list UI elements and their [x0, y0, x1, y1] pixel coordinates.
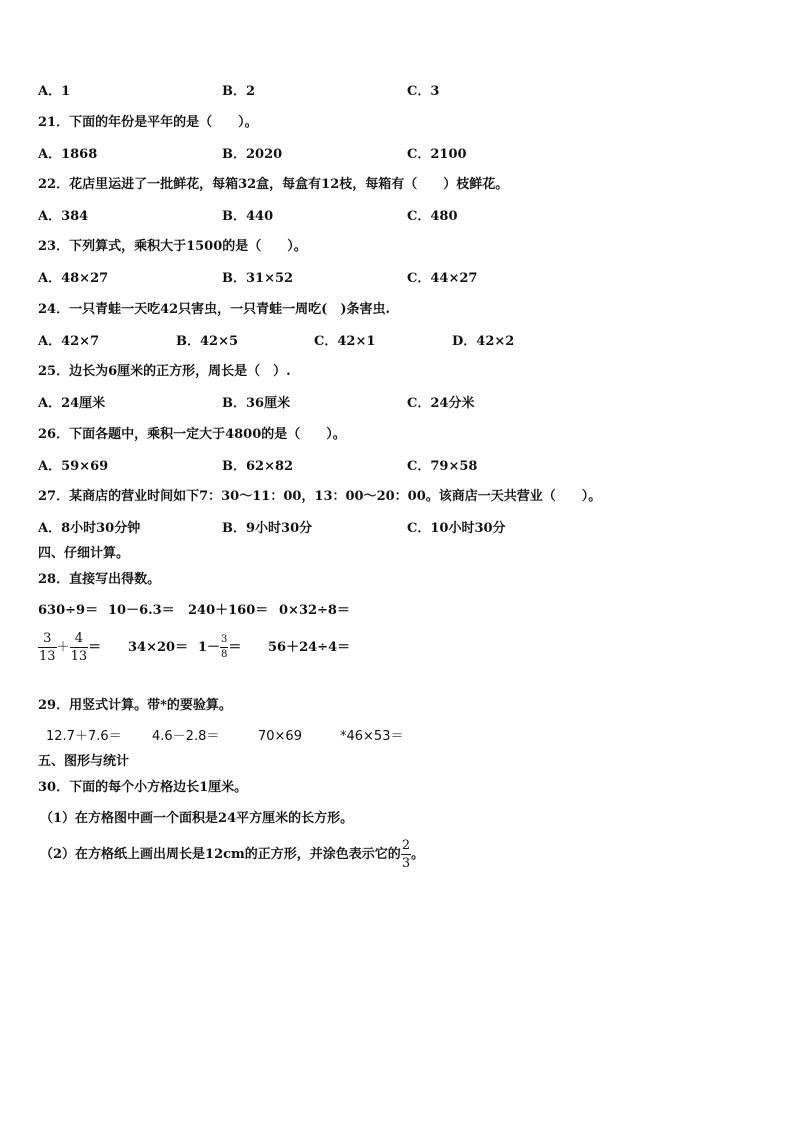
fraction-bar — [401, 854, 411, 855]
plus-sign: ＋ — [56, 640, 70, 655]
q22-option-b: B．440 — [222, 209, 274, 224]
q30-part-2-text: （2）在方格纸上画出周长是12cm的正方形，并涂色表示它的 — [40, 847, 401, 862]
q21-option-c: C．2100 — [407, 147, 467, 162]
q22-option-c: C．480 — [407, 209, 458, 224]
numerator: 2 — [401, 838, 411, 853]
q22-option-a: A．384 — [38, 209, 89, 224]
numerator: 3 — [221, 634, 228, 645]
fraction-3-13 — [38, 632, 57, 663]
q28-one-minus — [198, 628, 241, 668]
q23-question: 23．下列算式，乘积大于1500的是（ ）。 — [38, 239, 307, 254]
section-4-heading: 四、仔细计算。 — [38, 546, 130, 561]
q25-question: 25．边长为6厘米的正方形，周长是（ ）. — [38, 364, 291, 379]
denominator: 13 — [39, 649, 56, 664]
q29-calc-3: 70×69 — [258, 729, 302, 744]
q24-option-b: B．42×5 — [176, 334, 239, 349]
numerator: 3 — [43, 631, 52, 646]
q21-option-a: A．1868 — [38, 147, 98, 162]
denominator: 3 — [401, 856, 411, 871]
q24-option-a: A．42×7 — [38, 334, 100, 349]
q27-option-a: A．8小时30分钟 — [38, 521, 141, 536]
q22-question: 22．花店里运进了一批鲜花，每箱32盒，每盒有12枝，每箱有（ ）枝鲜花。 — [38, 177, 509, 192]
q26-option-a: A．59×69 — [38, 459, 109, 474]
equals-sign: ＝ — [88, 640, 102, 655]
q28-calc-1: 630÷9＝ — [38, 603, 99, 618]
q29-question: 29．用竖式计算。带*的要验算。 — [38, 698, 232, 713]
q29-calc-2: 4.6－2.8＝ — [152, 729, 220, 744]
q23-option-b: B．31×52 — [222, 271, 294, 286]
q30-part-2 — [40, 835, 424, 875]
equals-sign: ＝ — [228, 640, 242, 655]
q23-option-c: C．44×27 — [407, 271, 478, 286]
q21-question: 21．下面的年份是平年的是（ ）。 — [38, 115, 258, 130]
q28-calc-6: 34×20＝ — [128, 640, 189, 655]
denominator: 8 — [221, 649, 228, 660]
q20-option-c: C．3 — [407, 84, 440, 99]
q21-option-b: B．2020 — [222, 147, 283, 162]
q27-question: 27．某商店的营业时间如下7：30～11：00，13：00～20：00。该商店一天共营业（ ）。 — [38, 489, 602, 504]
q28-calc-4: 0×32÷8＝ — [279, 603, 350, 618]
q30-part-1: （1）在方格图中画一个面积是24平方厘米的长方形。 — [40, 811, 354, 826]
q26-option-c: C．79×58 — [407, 459, 478, 474]
q28-calc-8: 56＋24÷4＝ — [268, 640, 351, 655]
fraction-bar — [70, 647, 89, 648]
q25-option-b: B．36厘米 — [222, 396, 291, 411]
q24-question: 24．一只青蛙一天吃42只害虫，一只青蛙一周吃( )条害虫. — [38, 302, 391, 317]
q23-option-a: A．48×27 — [38, 271, 109, 286]
q25-option-c: C．24分米 — [407, 396, 475, 411]
q20-option-a: A．1 — [38, 84, 71, 99]
denominator: 13 — [70, 649, 88, 664]
section-5-heading: 五、图形与统计 — [38, 754, 130, 769]
q27-option-b: B．9小时30分 — [222, 521, 313, 536]
q28-fraction-sum — [38, 628, 101, 668]
q30-question: 30．下面的每个小方格边长1厘米。 — [38, 780, 248, 795]
period: 。 — [411, 847, 425, 862]
fraction-4-13 — [70, 632, 89, 663]
q28-calc-3: 240＋160＝ — [188, 603, 269, 618]
q28-calc-2: 10－6.3＝ — [108, 603, 175, 618]
fraction-bar — [38, 647, 57, 648]
q28-question: 28．直接写出得数。 — [38, 572, 161, 587]
fraction-2-3 — [401, 839, 411, 870]
q26-question: 26．下面各题中，乘积一定大于4800的是（ ）。 — [38, 427, 346, 442]
q24-option-c: C．42×1 — [314, 334, 376, 349]
numerator: 4 — [74, 631, 83, 646]
q29-calc-1: 12.7＋7.6＝ — [46, 729, 122, 744]
q25-option-a: A．24厘米 — [38, 396, 106, 411]
one-minus-text: 1－ — [198, 640, 221, 655]
q26-option-b: B．62×82 — [222, 459, 294, 474]
q20-option-b: B．2 — [222, 84, 256, 99]
q29-calc-4: *46×53＝ — [340, 729, 404, 744]
q27-option-c: C．10小时30分 — [407, 521, 506, 536]
q24-option-d: D．42×2 — [452, 334, 515, 349]
